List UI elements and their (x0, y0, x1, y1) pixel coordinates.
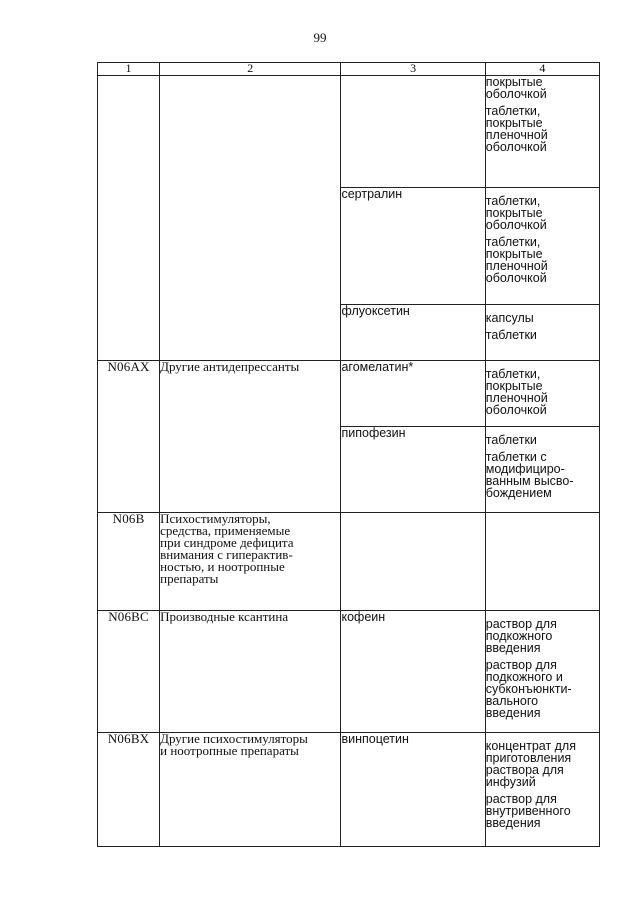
table-row (98, 611, 600, 733)
atc-code-cell: N06B (98, 513, 160, 611)
dosage-form: концентрат для приготовления раствора для инфузий (485, 739, 576, 789)
dosage-form: раствор для внутривенного введения (485, 792, 571, 830)
table-row (98, 76, 600, 188)
dosage-form: таблетки, покрытые пленочной оболочкой (485, 235, 548, 285)
atc-code-cell: N06AX (98, 361, 160, 513)
drug-name-cell: флуоксетин (341, 305, 485, 361)
drug-name-cell (341, 76, 485, 188)
dosage-forms-cell (485, 188, 599, 305)
table-row (98, 361, 600, 427)
page-number: 99 (313, 30, 327, 45)
dosage-form: покрытые оболочкой (485, 75, 547, 101)
table-row (98, 513, 600, 611)
column-header: 2 (160, 63, 341, 76)
drug-name-cell: агомелатин* (341, 361, 485, 427)
atc-code-cell: N06BC (98, 611, 160, 733)
group-name-cell: Другие антидепрессанты (160, 361, 341, 513)
dosage-form: таблетки, покрытые пленочной оболочкой (485, 367, 548, 417)
atc-code-cell: N06BX (98, 733, 160, 847)
dosage-forms-cell (485, 361, 599, 427)
dosage-form: таблетки (485, 328, 537, 342)
dosage-forms-cell (485, 427, 599, 513)
dosage-form: таблетки (485, 433, 537, 447)
column-header: 3 (341, 63, 485, 76)
atc-code-cell (98, 76, 160, 361)
dosage-forms-cell (485, 733, 599, 847)
dosage-form: таблетки с модифициро- ванным высво- бождением (485, 450, 574, 500)
drug-name-cell: сертралин (341, 188, 485, 305)
dosage-forms-cell (485, 611, 599, 733)
dosage-form: раствор для подкожного введения (485, 617, 557, 655)
dosage-forms-cell (485, 76, 599, 188)
group-name-cell: Психостимуляторы, средства, применяемые при синдроме дефицита внимания с гиперактив- ностью, и ноотропные препараты (160, 513, 341, 611)
dosage-form: таблетки, покрытые пленочной оболочкой (485, 104, 548, 154)
column-header: 1 (98, 63, 160, 76)
dosage-form: таблетки, покрытые оболочкой (485, 194, 547, 232)
group-name-cell: Производные ксантина (160, 611, 341, 733)
group-name-cell (160, 76, 341, 361)
dosage-forms-cell (485, 305, 599, 361)
drug-name-cell: пипофезин (341, 427, 485, 513)
drug-name-cell: винпоцетин (341, 733, 485, 847)
group-name-cell: Другие психостимуляторы и ноотропные препараты (160, 733, 341, 847)
drug-name-cell: кофеин (341, 611, 485, 733)
drug-table (97, 62, 600, 847)
table-header-row (98, 63, 600, 76)
column-header: 4 (485, 63, 599, 76)
dosage-form: капсулы (485, 311, 534, 325)
dosage-forms-cell (485, 513, 599, 611)
table-row (98, 733, 600, 847)
dosage-form: раствор для подкожного и субконъюнкти- вального введения (485, 658, 572, 720)
drug-name-cell (341, 513, 485, 611)
